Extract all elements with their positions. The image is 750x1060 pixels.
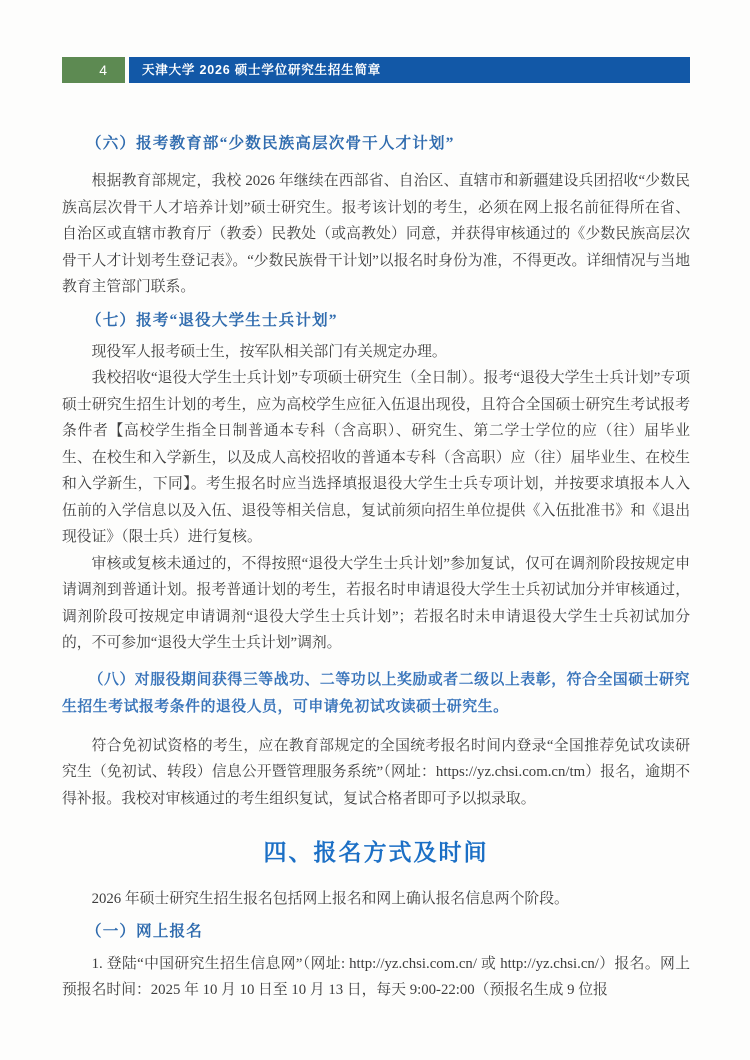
paragraph-active-military: 现役军人报考硕士生，按军队相关部门有关规定办理。 [91,343,447,360]
page-header [62,57,690,83]
paragraph-veteran-review-rules: 审核或复核未通过的，不得按照“退役大学生士兵计划”参加复试，仅可在调剂阶段按规定申请调剂到普通计划。报考普通计划的考生，若报名时申请退役大学生士兵初试加分并审核通过，调剂阶段可按规定申请调剂“退役大学生士兵计划”；若报名时未申请退役大学生士兵初试加分的，不可参加“退役大学生士兵计划”调剂。 [62,555,690,651]
paragraph-registration-overview: 2026 年硕士研究生招生报名包括网上报名和网上确认报名信息两个阶段。 [91,891,569,907]
page-number-badge: 4 [62,57,125,83]
section-heading-6-minority-plan: （六）报考教育部“少数民族高层次骨干人才计划” [86,135,455,152]
header-title-bar [129,57,690,83]
header-title: 天津大学 2026 硕士学位研究生招生简章 [142,63,382,77]
paragraph-minority-plan-detail: 根据教育部规定，我校 2026 年继续在西部省、自治区、直辖市和新疆建设兵团招收“少数民族高层次骨干人才培养计划”硕士研究生。报考该计划的考生，必须在网上报名前征得所在省、自治区或直辖市教育厅（教委）民教处（或高教处）同意，并获得审核通过的《少数民族高层次骨干人才计划考生登记表》。“少数民族骨干计划”以报名时身份为准，不得更改。详细情况与当地教育主管部门联系。 [62,173,690,295]
paragraph-online-registration-steps: 1. 登陆“中国研究生招生信息网”（网址: http://yz.chsi.com.cn/ 或 http://yz.chsi.cn/）报名。网上预报名时间：2025 年 10 月 10 日至 10 月 13 日，每天 9:00-22:00（预报名生成 9 位报 [62,955,690,998]
document-content [62,133,690,1004]
section-heading-7-veteran-plan: （七）报考“退役大学生士兵计划” [86,311,338,329]
section-heading-1-online-registration: （一）网上报名 [86,922,203,940]
paragraph-exemption-registration: 符合免初试资格的考生，应在教育部规定的全国统考报名时间内登录“全国推荐免试攻读研究生（免初试、转段）信息公开暨管理服务系统”（网址：https://yz.chsi.com.cn/tm）报名，逾期不得补报。我校对审核通过的考生组织复试，复试合格者即可予以拟录取。 [62,737,690,807]
chapter-heading-4-registration: 四、报名方式及时间 [263,839,489,865]
section-paragraph-8-merit-exemption: （八）对服役期间获得三等战功、二等功以上奖励或者二级以上表彰，符合全国硕士研究生招生考试报考条件的退役人员，可申请免初试攻读硕士研究生。 [62,671,690,715]
paragraph-veteran-plan-detail: 我校招收“退役大学生士兵计划”专项硕士研究生（全日制）。报考“退役大学生士兵计划”专项硕士研究生招生计划的考生，应为高校学生应征入伍退出现役，且符合全国硕士研究生考试报考条件者【高校学生指全日制普通本专科（含高职）、研究生、第二学士学位的应（往）届毕业生、在校生和入学新生，以及成人高校招收的普通本专科（含高职）应（往）届毕业生、在校生和入学新生，下同】。考生报名时应当选择填报退役大学生士兵专项计划，并按要求填报本人入伍前的入学信息以及入伍、退役等相关信息，复试前须向招生单位提供《入伍批准书》和《退出现役证》（限士兵）进行复核。 [62,370,690,545]
